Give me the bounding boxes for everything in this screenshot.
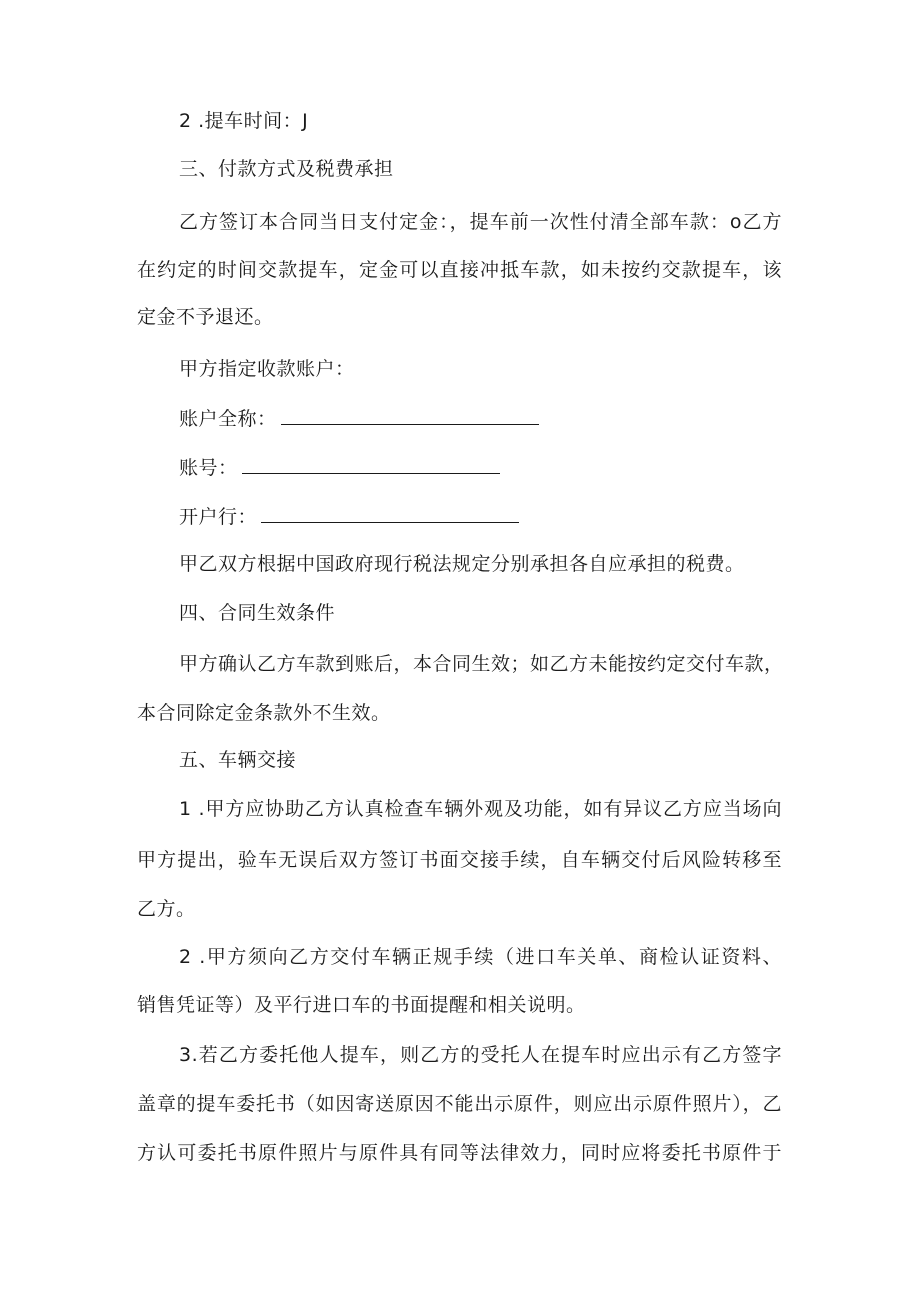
section4-para-line-1: 甲方确认乙方车款到账后，本合同生效；如乙方未能按约定交付车款，	[179, 653, 784, 675]
account-name-blank	[281, 406, 539, 425]
section4-para-line-2: 本合同除定金条款外不生效。	[137, 702, 391, 724]
tax-paragraph: 甲乙双方根据中国政府现行税法规定分别承担各自应承担的税费。	[179, 553, 745, 575]
bank-label: 开户行：	[179, 506, 258, 528]
item1-line-1: 1 .甲方应协助乙方认真检查车辆外观及功能，如有异议乙方应当场向	[179, 798, 782, 820]
item3-line-1: 3.若乙方委托他人提车，则乙方的受托人在提车时应出示有乙方签字	[179, 1044, 782, 1066]
item2-line-2: 销售凭证等）及平行进口车的书面提醒和相关说明。	[137, 994, 586, 1016]
section3-para-line-2: 在约定的时间交款提车，定金可以直接冲抵车款，如未按约交款提车，该	[137, 259, 782, 281]
item3-line-3: 方认可委托书原件照片与原件具有同等法律效力，同时应将委托书原件于	[137, 1142, 782, 1164]
account-name-label: 账户全称：	[179, 408, 277, 430]
account-number-row	[179, 455, 500, 480]
pickup-time-line: 2 .提车时间：J	[179, 110, 309, 132]
section5-heading: 五、车辆交接	[179, 749, 297, 771]
account-name-row	[179, 406, 539, 431]
account-intro: 甲方指定收款账户：	[179, 358, 355, 380]
section3-para-line-3: 定金不予退还。	[137, 306, 274, 328]
section4-heading: 四、合同生效条件	[179, 602, 336, 624]
account-number-blank	[242, 455, 500, 474]
bank-blank	[261, 504, 519, 523]
item1-line-3: 乙方。	[137, 898, 196, 920]
item3-line-2: 盖章的提车委托书（如因寄送原因不能出示原件，则应出示原件照片），乙	[137, 1093, 782, 1115]
section3-para-line-1: 乙方签订本合同当日支付定金：，提车前一次性付清全部车款：o乙方	[179, 211, 782, 233]
bank-row	[179, 504, 519, 529]
item2-line-1: 2 .甲方须向乙方交付车辆正规手续（进口车关单、商检认证资料、	[179, 946, 782, 968]
account-number-label: 账号：	[179, 457, 238, 479]
section3-heading: 三、付款方式及税费承担	[179, 158, 394, 180]
item1-line-2: 甲方提出，验车无误后双方签订书面交接手续，自车辆交付后风险转移至	[137, 849, 782, 871]
